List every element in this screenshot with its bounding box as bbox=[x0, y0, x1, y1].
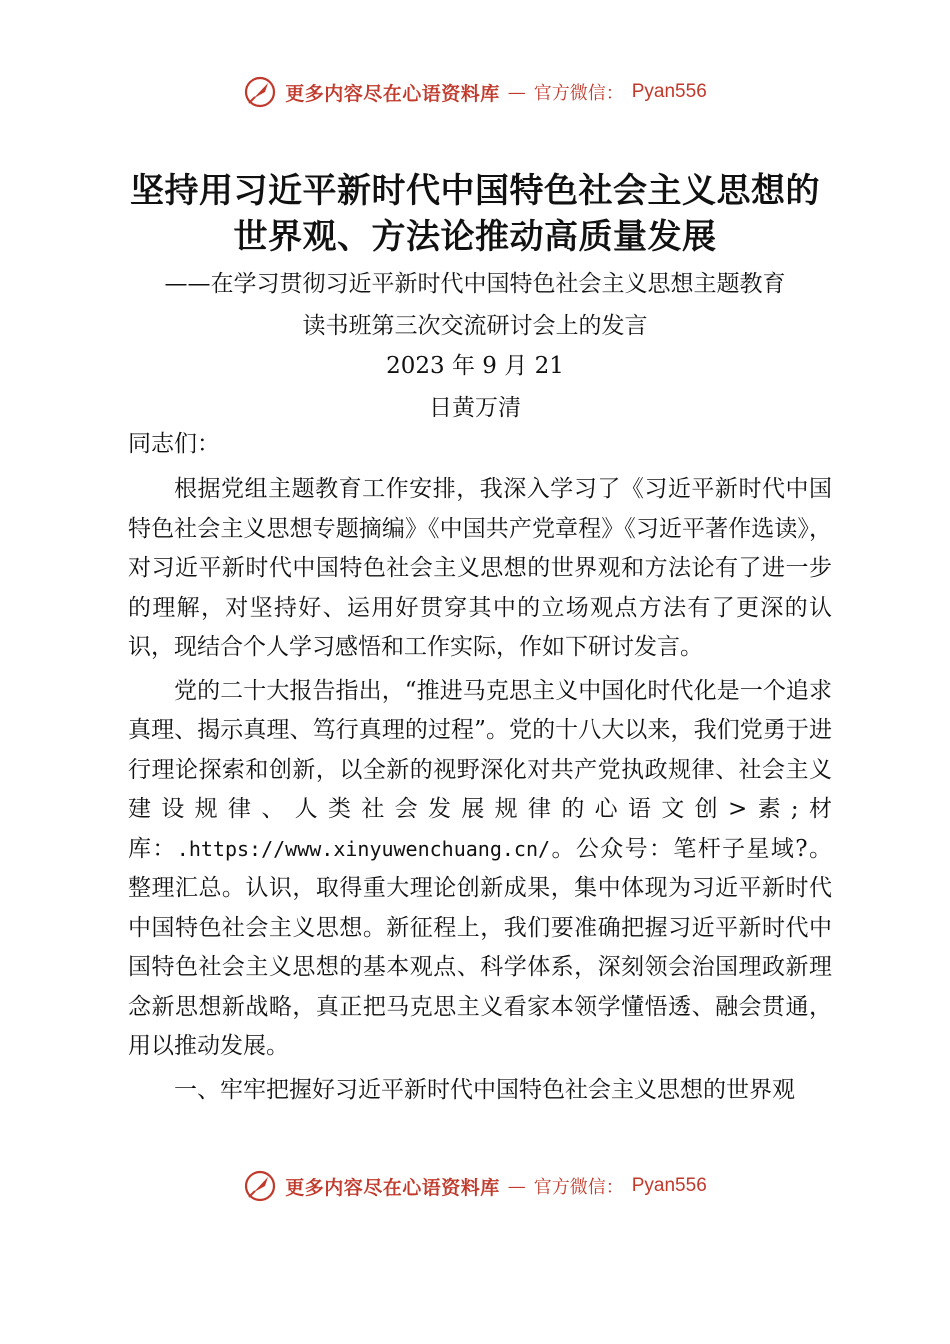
paragraph-1: 根据党组主题教育工作安排，我深入学习了《习近平新时代中国特色社会主义思想专题摘编》《中国共产党章程》《习近平著作选读》，对习近平新时代中国特色社会主义思想的世界观和方法论有了进一步的理解，对坚持好、运用好贯穿其中的立场观点方法有了更深的认识，现结合个人学习感悟和工作实际，作如下研讨发言。 bbox=[128, 476, 832, 660]
salutation: 同志们： bbox=[128, 431, 220, 457]
document-title-line-1: 坚持用习近平新时代中国特色社会主义思想的 bbox=[130, 171, 820, 211]
header-banner bbox=[0, 72, 950, 112]
banner-wechat-id: Pyan556 bbox=[631, 1175, 707, 1196]
subtitle-line-1: ——在学习贯彻习近平新时代中国特色社会主义思想主题教育 bbox=[164, 271, 786, 297]
document-body bbox=[128, 470, 832, 1110]
banner-wechat-id: Pyan556 bbox=[631, 81, 707, 102]
paragraph-2 bbox=[128, 672, 832, 1067]
dateline: 2023 年 9 月 21 bbox=[386, 353, 564, 379]
document-title-line-2: 世界观、方法论推动高质量发展 bbox=[233, 217, 717, 257]
quill-logo-icon bbox=[243, 1169, 277, 1203]
quill-logo-icon bbox=[243, 75, 277, 109]
banner-wechat-label: 官方微信： bbox=[533, 1177, 624, 1198]
banner-text: 更多内容尽在心语资料库 bbox=[285, 1176, 500, 1199]
banner-separator: — bbox=[507, 81, 526, 103]
subtitle-line-2: 读书班第三次交流研讨会上的发言 bbox=[302, 313, 648, 339]
speaker-name: 日黄万清 bbox=[429, 395, 521, 421]
banner-text: 更多内容尽在心语资料库 bbox=[285, 82, 500, 105]
footer-banner bbox=[0, 1166, 950, 1206]
paragraph-2-text-b: 。公众号：笔杆子星域?。整理汇总。认识，取得重大理论创新成果，集中体现为习近平新时代中国特色社会主义思想。新征程上，我们要准确把握习近平新时代中国特色社会主义思想的基本观点、科学体系，深刻领会治国理政新理念新思想新战略，真正把马克思主义看家本领学懂悟透、融会贯通，用以推动发展。 bbox=[128, 835, 833, 1059]
website-url-text: .https://www.xinyuwenchuang.cn/ bbox=[176, 836, 551, 861]
banner-separator: — bbox=[507, 1175, 526, 1197]
banner-wechat-label: 官方微信： bbox=[533, 83, 624, 104]
section-heading-1: 一、牢牢把握好习近平新时代中国特色社会主义思想的世界观 bbox=[174, 1076, 795, 1103]
paragraph-2-text-a: 党的二十大报告指出，“推进马克思主义中国化时代化是一个追求真理、揭示真理、笃行真理的过程”。党的十八大以来，我们党勇于进行理论探索和创新，以全新的视野深化对共产党执政规律、社会主义建设规律、人类社会发展规律的心语文创>素;材库： bbox=[128, 677, 832, 862]
